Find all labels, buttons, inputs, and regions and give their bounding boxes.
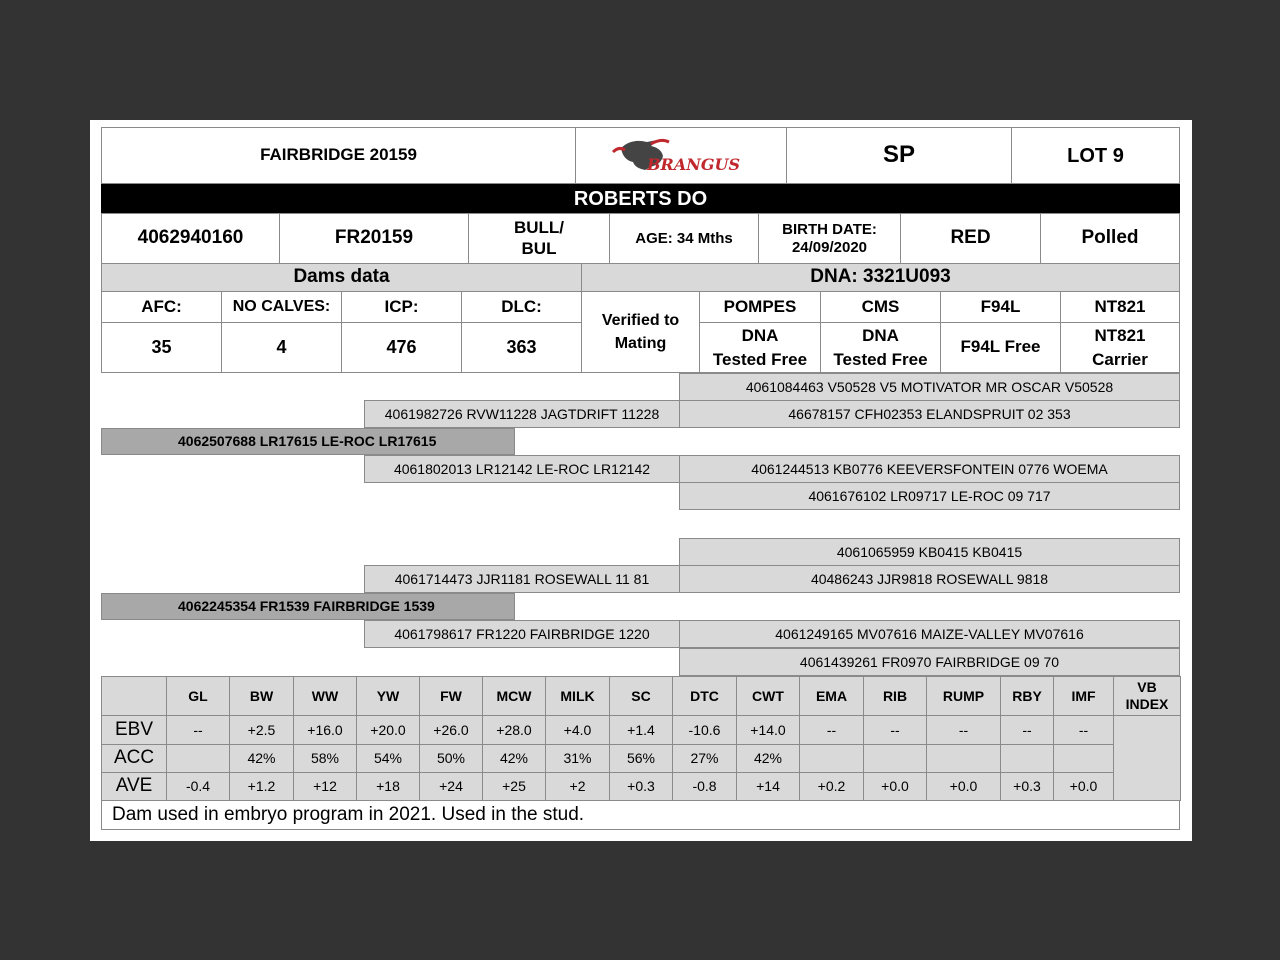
logo-text: BRANGUS: [647, 154, 741, 174]
pedigree-sire-dam-sire: 4061244513 KB0776 KEEVERSFONTEIN 0776 WOEMA: [679, 455, 1180, 483]
ebv-cell-ebv-fw: +26.0: [419, 715, 483, 745]
dna-title: DNA: 3321U093: [581, 263, 1180, 292]
pedigree-dam: 4062245354 FR1539 FAIRBRIDGE 1539: [101, 593, 515, 620]
dams-header-no-calves: NO CALVES:: [221, 291, 342, 323]
ebv-cell-ebv-mcw: +28.0: [482, 715, 546, 745]
breeder-name: ROBERTS DO: [101, 184, 1180, 214]
ebv-vb-index-value: [1113, 715, 1181, 801]
ebv-cell-ave-ema: +0.2: [799, 772, 864, 801]
ebv-cell-acc-sc: 56%: [609, 744, 673, 773]
ebv-header-rump: RUMP: [926, 676, 1001, 716]
pedigree-sire: 4062507688 LR17615 LE-ROC LR17615: [101, 428, 515, 455]
ebv-cell-ave-sc: +0.3: [609, 772, 673, 801]
dams-data-title: Dams data: [101, 263, 582, 292]
ebv-cell-acc-yw: 54%: [356, 744, 420, 773]
ebv-cell-ave-bw: +1.2: [229, 772, 294, 801]
ebv-cell-acc-bw: 42%: [229, 744, 294, 773]
birth-date: [758, 213, 901, 264]
ebv-header-imf: IMF: [1053, 676, 1114, 716]
ebv-cell-ave-rump: +0.0: [926, 772, 1001, 801]
ebv-header-fw: FW: [419, 676, 483, 716]
ebv-cell-acc-rby: [1000, 744, 1054, 773]
ebv-header-dtc: DTC: [672, 676, 737, 716]
animal-color: RED: [900, 213, 1041, 264]
ebv-header-ww: WW: [293, 676, 357, 716]
ebv-cell-ave-rib: +0.0: [863, 772, 927, 801]
ebv-cell-ebv-bw: +2.5: [229, 715, 294, 745]
ebv-cell-ave-rby: +0.3: [1000, 772, 1054, 801]
animal-id: 4062940160: [101, 213, 280, 264]
bull-head-icon: [611, 134, 751, 178]
ebv-corner-cell: [101, 676, 167, 716]
animal-ident: FR20159: [279, 213, 469, 264]
ebv-header-gl: GL: [166, 676, 230, 716]
dams-header-icp: ICP:: [341, 291, 462, 323]
pedigree-dam-sire-sire: 4061065959 KB0415 KB0415: [679, 538, 1180, 566]
ebv-cell-ebv-imf: --: [1053, 715, 1114, 745]
ebv-cell-acc-rump: [926, 744, 1001, 773]
ebv-header-mcw: MCW: [482, 676, 546, 716]
dna-header-pompes: POMPES: [699, 291, 821, 323]
ebv-cell-ebv-cwt: +14.0: [736, 715, 800, 745]
dna-verified: Verified to Mating: [581, 291, 700, 373]
ebv-cell-acc-rib: [863, 744, 927, 773]
animal-sex: BULL/ BUL: [468, 213, 610, 264]
dams-header-afc: AFC:: [101, 291, 222, 323]
dna-value-pompes: DNA Tested Free: [699, 322, 821, 373]
ebv-header-milk: MILK: [545, 676, 610, 716]
ebv-cell-ave-imf: +0.0: [1053, 772, 1114, 801]
ebv-header-bw: BW: [229, 676, 294, 716]
ebv-cell-ave-dtc: -0.8: [672, 772, 737, 801]
dna-header-f94l: F94L: [940, 291, 1061, 323]
ebv-header-yw: YW: [356, 676, 420, 716]
ebv-cell-ave-yw: +18: [356, 772, 420, 801]
ebv-cell-ebv-sc: +1.4: [609, 715, 673, 745]
comment: Dam used in embryo program in 2021. Used in the stud.: [101, 800, 1180, 830]
ebv-cell-ave-gl: -0.4: [166, 772, 230, 801]
ebv-header-ema: EMA: [799, 676, 864, 716]
ebv-cell-ebv-gl: --: [166, 715, 230, 745]
ebv-cell-acc-fw: 50%: [419, 744, 483, 773]
pedigree-sire-sire-sire: 4061084463 V50528 V5 MOTIVATOR MR OSCAR V50528: [679, 373, 1180, 401]
pedigree-dam-dam: 4061798617 FR1220 FAIRBRIDGE 1220: [364, 620, 680, 648]
horn-status: Polled: [1040, 213, 1180, 264]
ebv-cell-ebv-rby: --: [1000, 715, 1054, 745]
ebv-cell-acc-dtc: 27%: [672, 744, 737, 773]
dams-value-afc: 35: [101, 322, 222, 373]
registration-code: SP: [786, 127, 1012, 184]
ebv-cell-ebv-dtc: -10.6: [672, 715, 737, 745]
ebv-header-vb-index: VB INDEX: [1113, 676, 1181, 716]
dams-header-dlc: DLC:: [461, 291, 582, 323]
ebv-row-label-acc: ACC: [101, 744, 167, 773]
pedigree-dam-dam-sire: 4061249165 MV07616 MAIZE-VALLEY MV07616: [679, 620, 1180, 648]
ebv-cell-ebv-yw: +20.0: [356, 715, 420, 745]
ebv-cell-acc-milk: 31%: [545, 744, 610, 773]
dams-value-icp: 476: [341, 322, 462, 373]
ebv-row-label-ave: AVE: [101, 772, 167, 801]
ebv-cell-ebv-rump: --: [926, 715, 1001, 745]
birth-date-value: 24/09/2020: [791, 238, 868, 256]
pedigree-dam-sire-dam: 40486243 JJR9818 ROSEWALL 9818: [679, 565, 1180, 593]
dams-value-dlc: 363: [461, 322, 582, 373]
pedigree-dam-dam-dam: 4061439261 FR0970 FAIRBRIDGE 09 70: [679, 648, 1180, 676]
ebv-cell-ebv-ema: --: [799, 715, 864, 745]
lot-number: LOT 9: [1011, 127, 1180, 184]
ebv-cell-ebv-ww: +16.0: [293, 715, 357, 745]
animal-age: AGE: 34 Mths: [609, 213, 759, 264]
ebv-cell-ave-milk: +2: [545, 772, 610, 801]
ebv-header-cwt: CWT: [736, 676, 800, 716]
brangus-logo: [575, 127, 787, 184]
pedigree-sire-dam-dam: 4061676102 LR09717 LE-ROC 09 717: [679, 482, 1180, 510]
ebv-cell-acc-ema: [799, 744, 864, 773]
ebv-cell-acc-gl: [166, 744, 230, 773]
animal-name: FAIRBRIDGE 20159: [101, 127, 576, 184]
ebv-cell-ave-fw: +24: [419, 772, 483, 801]
dna-header-nt821: NT821: [1060, 291, 1180, 323]
ebv-row-label-ebv: EBV: [101, 715, 167, 745]
ebv-cell-ave-mcw: +25: [482, 772, 546, 801]
dams-value-no-calves: 4: [221, 322, 342, 373]
birth-date-label: BIRTH DATE:: [782, 220, 877, 238]
pedigree-sire-dam: 4061802013 LR12142 LE-ROC LR12142: [364, 455, 680, 483]
dna-value-cms: DNA Tested Free: [820, 322, 941, 373]
dna-header-cms: CMS: [820, 291, 941, 323]
dna-value-f94l: F94L Free: [940, 322, 1061, 373]
ebv-cell-acc-cwt: 42%: [736, 744, 800, 773]
ebv-cell-acc-ww: 58%: [293, 744, 357, 773]
dna-value-nt821: NT821 Carrier: [1060, 322, 1180, 373]
ebv-cell-acc-mcw: 42%: [482, 744, 546, 773]
ebv-header-sc: SC: [609, 676, 673, 716]
ebv-header-rby: RBY: [1000, 676, 1054, 716]
ebv-cell-ave-ww: +12: [293, 772, 357, 801]
pedigree-dam-sire: 4061714473 JJR1181 ROSEWALL 11 81: [364, 565, 680, 593]
ebv-cell-ave-cwt: +14: [736, 772, 800, 801]
ebv-cell-ebv-milk: +4.0: [545, 715, 610, 745]
ebv-cell-ebv-rib: --: [863, 715, 927, 745]
pedigree-sire-sire-dam: 46678157 CFH02353 ELANDSPRUIT 02 353: [679, 400, 1180, 428]
catalogue-card: [90, 120, 1192, 841]
ebv-header-rib: RIB: [863, 676, 927, 716]
ebv-cell-acc-imf: [1053, 744, 1114, 773]
pedigree-sire-sire: 4061982726 RVW11228 JAGTDRIFT 11228: [364, 400, 680, 428]
